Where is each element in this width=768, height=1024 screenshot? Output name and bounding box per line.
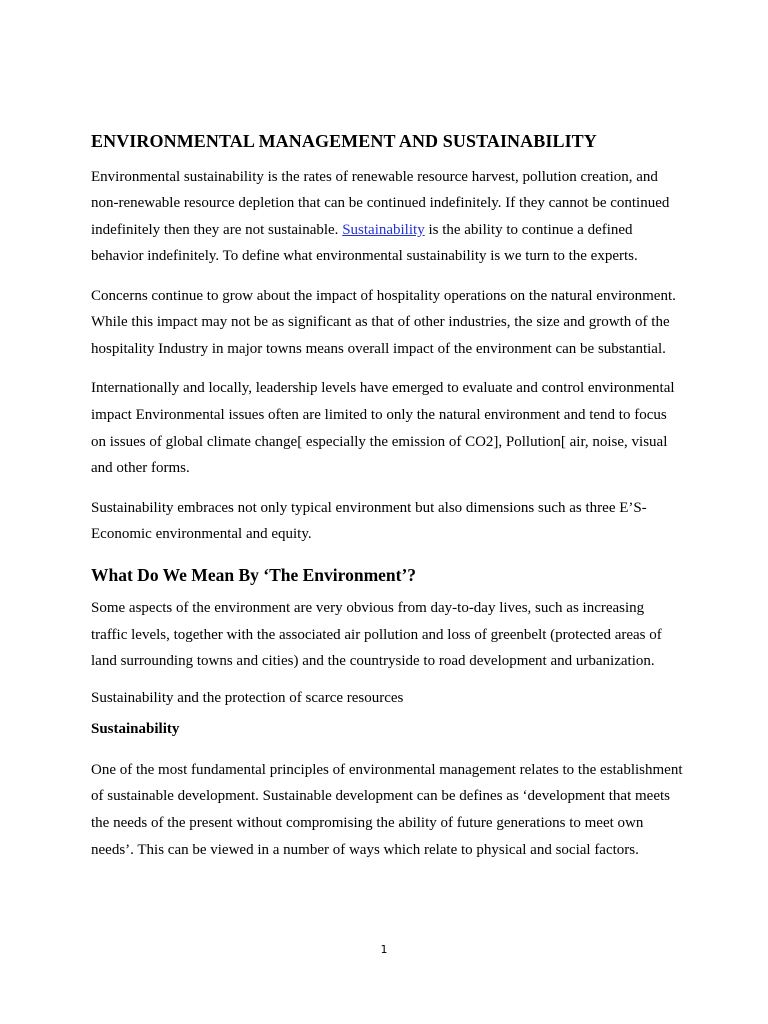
label-sustainability: Sustainability [91, 720, 180, 737]
document-body [91, 130, 683, 876]
paragraph-text-before-link: Environmental sustainability is the rates of renewable resource harvest, pollution creation, and non-renewable resource depletion that can be continued indefinitely. If they cannot be continued indefinitely then they are not sustainable. [91, 169, 670, 238]
paragraph-leadership-levels: Internationally and locally, leadership levels have emerged to evaluate and control environmental impact Environmental issues often are limited to only the natural environment and tend to focus on issues of global climate change[ especially the emission of CO2], Pollution[ air, noise, visual and other forms. [91, 380, 675, 477]
paragraph-three-es: Sustainability embraces not only typical environment but also dimensions such as three E’S- Economic environmental and equity. [91, 499, 647, 543]
page-number: 1 [380, 943, 388, 956]
document-title: ENVIRONMENTAL MANAGEMENT AND SUSTAINABILITY [91, 131, 597, 151]
line-scarce-resources: Sustainability and the protection of scarce resources [91, 689, 404, 706]
paragraph-environment-aspects: Some aspects of the environment are very obvious from day-to-day lives, such as increasing traffic levels, together with the associated air pollution and loss of greenbelt (protected areas of land surrounding towns and cities) and the countryside to road development and urbanization. [91, 599, 662, 670]
paragraph-environmental-sustainability [91, 164, 683, 270]
sustainability-link[interactable]: Sustainability [342, 221, 425, 238]
paragraph-hospitality-concerns: Concerns continue to grow about the impact of hospitality operations on the natural environment. While this impact may not be as significant as that of other industries, the size and growth of the hospitality Industry in major towns means overall impact of the environment can be substantial. [91, 287, 676, 357]
paragraph-text-after-link: is the ability to continue a defined behavior indefinitely. To define what environmental sustainability is we turn to the experts. [91, 221, 638, 265]
paragraph-sustainable-development: One of the most fundamental principles of environmental management relates to the establishment of sustainable development. Sustainable development can be defines as ‘development that meets the needs of the present without compromising the ability of future generations to meet own needs’. This can be viewed in a number of ways which relate to physical and social factors. [91, 761, 683, 858]
section-heading-environment: What Do We Mean By ‘The Environment’? [91, 564, 417, 585]
